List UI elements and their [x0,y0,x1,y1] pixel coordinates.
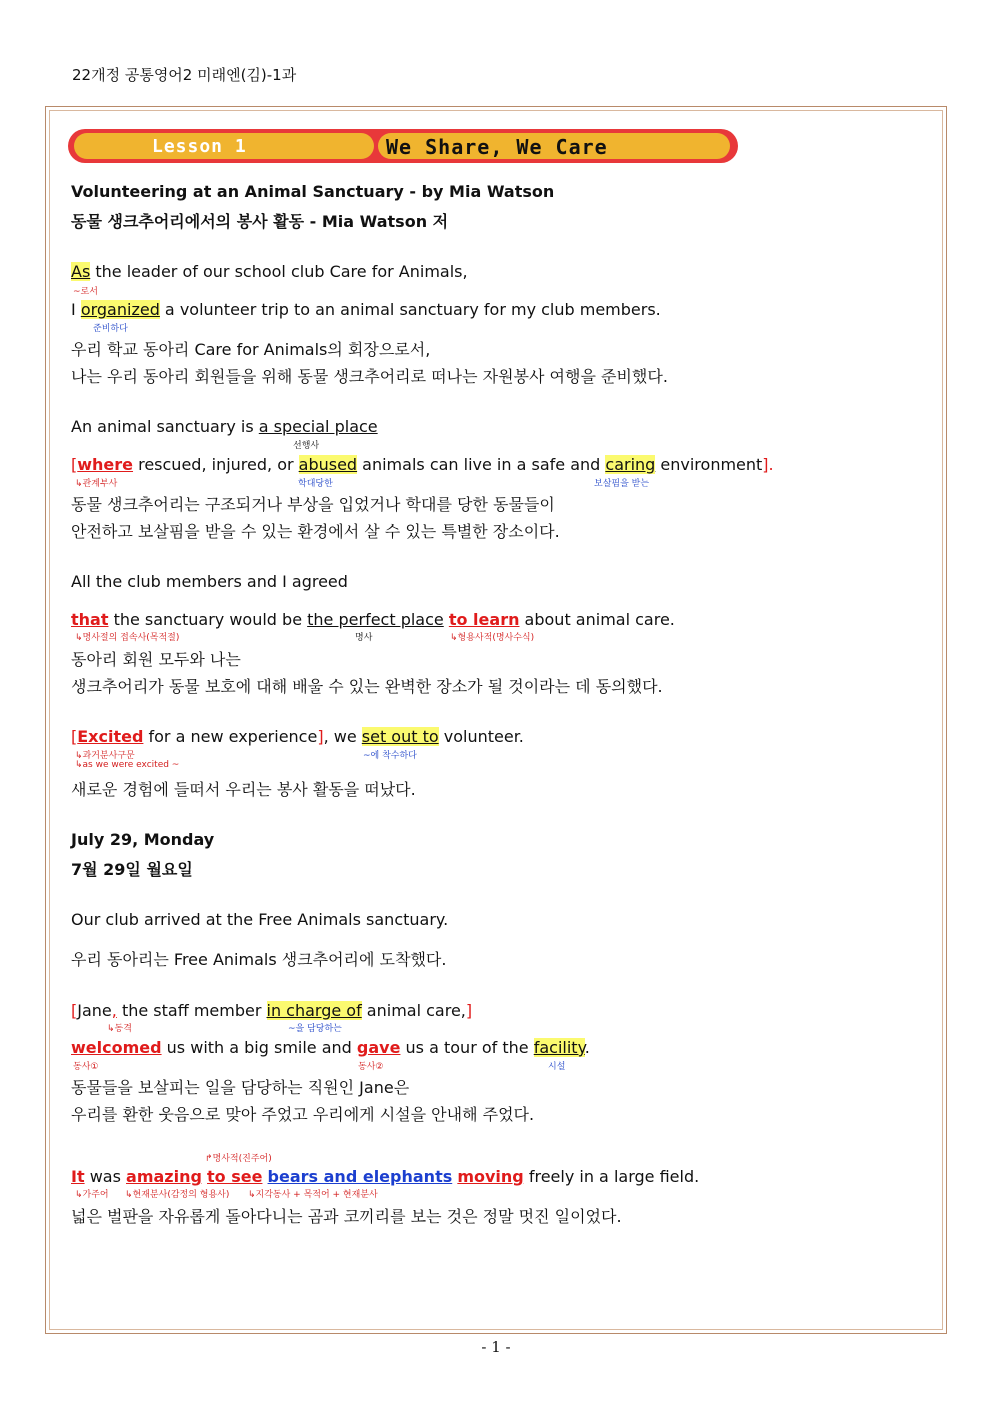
keyword-set-out-to: set out to [361,727,439,746]
keyword-organized: organized [80,300,160,319]
lesson-banner [68,129,738,163]
page-number: - 1 - [481,1338,511,1356]
keyword-caring: caring [605,455,656,474]
title-korean: 동물 생크추어리에서의 봉사 활동 - Mia Watson 저 [71,212,449,231]
text: for a new experience [143,727,318,746]
bracket: ]. [762,455,774,474]
keyword-amazing: amazing [126,1167,202,1186]
p2-line1 [71,417,378,436]
keyword-excited: Excited [77,727,144,746]
p6-korean1: 동물들을 보살피는 일을 담당하는 직원인 Jane은 [71,1078,410,1097]
text: rescued, injured, or [133,455,299,474]
keyword-that: that [71,610,109,629]
p4-line1 [71,727,524,746]
text: the leader of our school club Care for Animals, [90,262,468,281]
keyword-gave: gave [356,1038,401,1057]
text: . [584,1038,590,1057]
text: the sanctuary would be [108,610,308,629]
annotation-facility: 시설 [548,1062,566,1072]
text: about animal care. [519,610,675,629]
p1-korean2: 나는 우리 동아리 회원들을 위해 동물 생크추어리로 떠나는 자원봉사 여행을 준비했다. [71,367,668,386]
lesson-label: Lesson 1 [152,136,247,157]
p3-line2 [71,610,675,629]
bracket: ] [465,1001,473,1020]
annotation-appositive: ↳동격 [107,1024,132,1034]
text: animal care, [361,1001,466,1020]
keyword-moving: moving [457,1167,524,1186]
text: I [71,300,81,319]
lesson-title: We Share, We Care [386,135,608,159]
date-english: July 29, Monday [71,830,215,849]
phrase-special-place: a special place [258,417,378,436]
p2-korean1: 동물 생크추어리는 구조되거나 부상을 입었거나 학대를 당한 동물들이 [71,495,555,514]
p3-korean2: 생크추어리가 동물 보호에 대해 배울 수 있는 완벽한 장소가 될 것이라는 데 동의했다. [71,677,663,696]
title-english: Volunteering at an Animal Sanctuary - by Mia Watson [71,182,555,201]
annotation-to-learn: ↳형용사적(명사수식) [450,633,535,643]
keyword-to-learn: to learn [448,610,520,629]
keyword-abused: abused [298,455,358,474]
annotation-as: ~로서 [73,287,98,297]
p7-korean: 넓은 벌판을 자유롭게 돌아다니는 곰과 코끼리를 보는 것은 정말 멋진 일이었다. [71,1207,622,1226]
annotation-excited-1: ↳과거분사구문 [75,751,135,761]
annotation-excited-2: ↳as we were excited ~ [75,760,180,770]
lesson-title-pill [378,133,730,159]
text: freely in a large field. [523,1167,700,1186]
p7-line1 [71,1167,699,1186]
p1-line1 [71,262,468,281]
bracket: [ [71,1001,78,1020]
text: was [84,1167,127,1186]
bracket: ] [317,727,324,746]
text: a volunteer trip to an animal sanctuary for my club members. [159,300,661,319]
annotation-abused: 학대당한 [298,479,333,489]
p4-korean1: 새로운 경험에 들떠서 우리는 봉사 활동을 떠났다. [71,780,416,799]
p3-line1: All the club members and I agreed [71,572,348,591]
comma: , [111,1001,117,1020]
p6-line2 [71,1038,590,1057]
text: us with a big smile and [161,1038,357,1057]
annotation-real-subject: ↱명사적(진주어) [205,1154,272,1164]
text: the staff member [116,1001,267,1020]
annotation-verb-1: 동사① [73,1062,99,1072]
annotation-to-see: ↳지각동사 + 목적어 + 현재분사 [248,1190,378,1200]
text: Jane [77,1001,112,1020]
phrase-perfect-place: the perfect place [307,610,444,629]
page-frame-inner [49,110,943,1330]
annotation-that: ↳명사절의 접속사(목적절) [75,633,180,643]
lesson-label-pill [74,133,374,159]
keyword-to-see: to see [207,1167,263,1186]
annotation-set-out-to: ~에 착수하다 [363,751,417,761]
bracket: [ [71,727,78,746]
date-korean: 7월 29일 월요일 [71,860,193,879]
annotation-noun: 명사 [355,633,373,643]
text: volunteer. [438,727,524,746]
keyword-welcomed: welcomed [71,1038,162,1057]
annotation-it: ↳가주어 [75,1190,109,1200]
document-header: 22개정 공통영어2 미래엔(김)-1과 [72,66,297,84]
p5-english: Our club arrived at the Free Animals sanctuary. [71,910,449,929]
p3-korean1: 동아리 회원 모두와 나는 [71,650,241,669]
annotation-verb-2: 동사② [358,1062,384,1072]
text: environment [655,455,763,474]
annotation-amazing: ↳현재분사(감정의 형용사) [125,1190,230,1200]
p2-line2 [71,455,774,474]
p1-korean1: 우리 학교 동아리 Care for Animals의 회장으로서, [71,340,431,359]
bracket: [ [71,455,78,474]
keyword-facility: facility [533,1038,585,1057]
annotation-antecedent: 선행사 [293,441,320,451]
annotation-in-charge-of: ~을 담당하는 [288,1024,342,1034]
p5-korean: 우리 동아리는 Free Animals 생크추어리에 도착했다. [71,950,447,969]
keyword-as: As [71,262,91,281]
p2-korean2: 안전하고 보살핌을 받을 수 있는 환경에서 살 수 있는 특별한 장소이다. [71,522,560,541]
annotation-organized: 준비하다 [93,324,128,334]
text: An animal sanctuary is [71,417,259,436]
text: , we [323,727,362,746]
keyword-bears-elephants: bears and elephants [267,1167,453,1186]
keyword-where: where [77,455,134,474]
p1-line2 [71,300,661,319]
annotation-caring: 보살핌을 받는 [594,479,650,489]
text: us a tour of the [400,1038,534,1057]
p6-korean2: 우리를 환한 웃음으로 맞아 주었고 우리에게 시설을 안내해 주었다. [71,1105,535,1124]
text: animals can live in a safe and [357,455,606,474]
keyword-it: It [71,1167,85,1186]
keyword-in-charge-of: in charge of [266,1001,362,1020]
annotation-where: ↳관계부사 [75,479,118,489]
p6-line1 [71,1001,472,1020]
